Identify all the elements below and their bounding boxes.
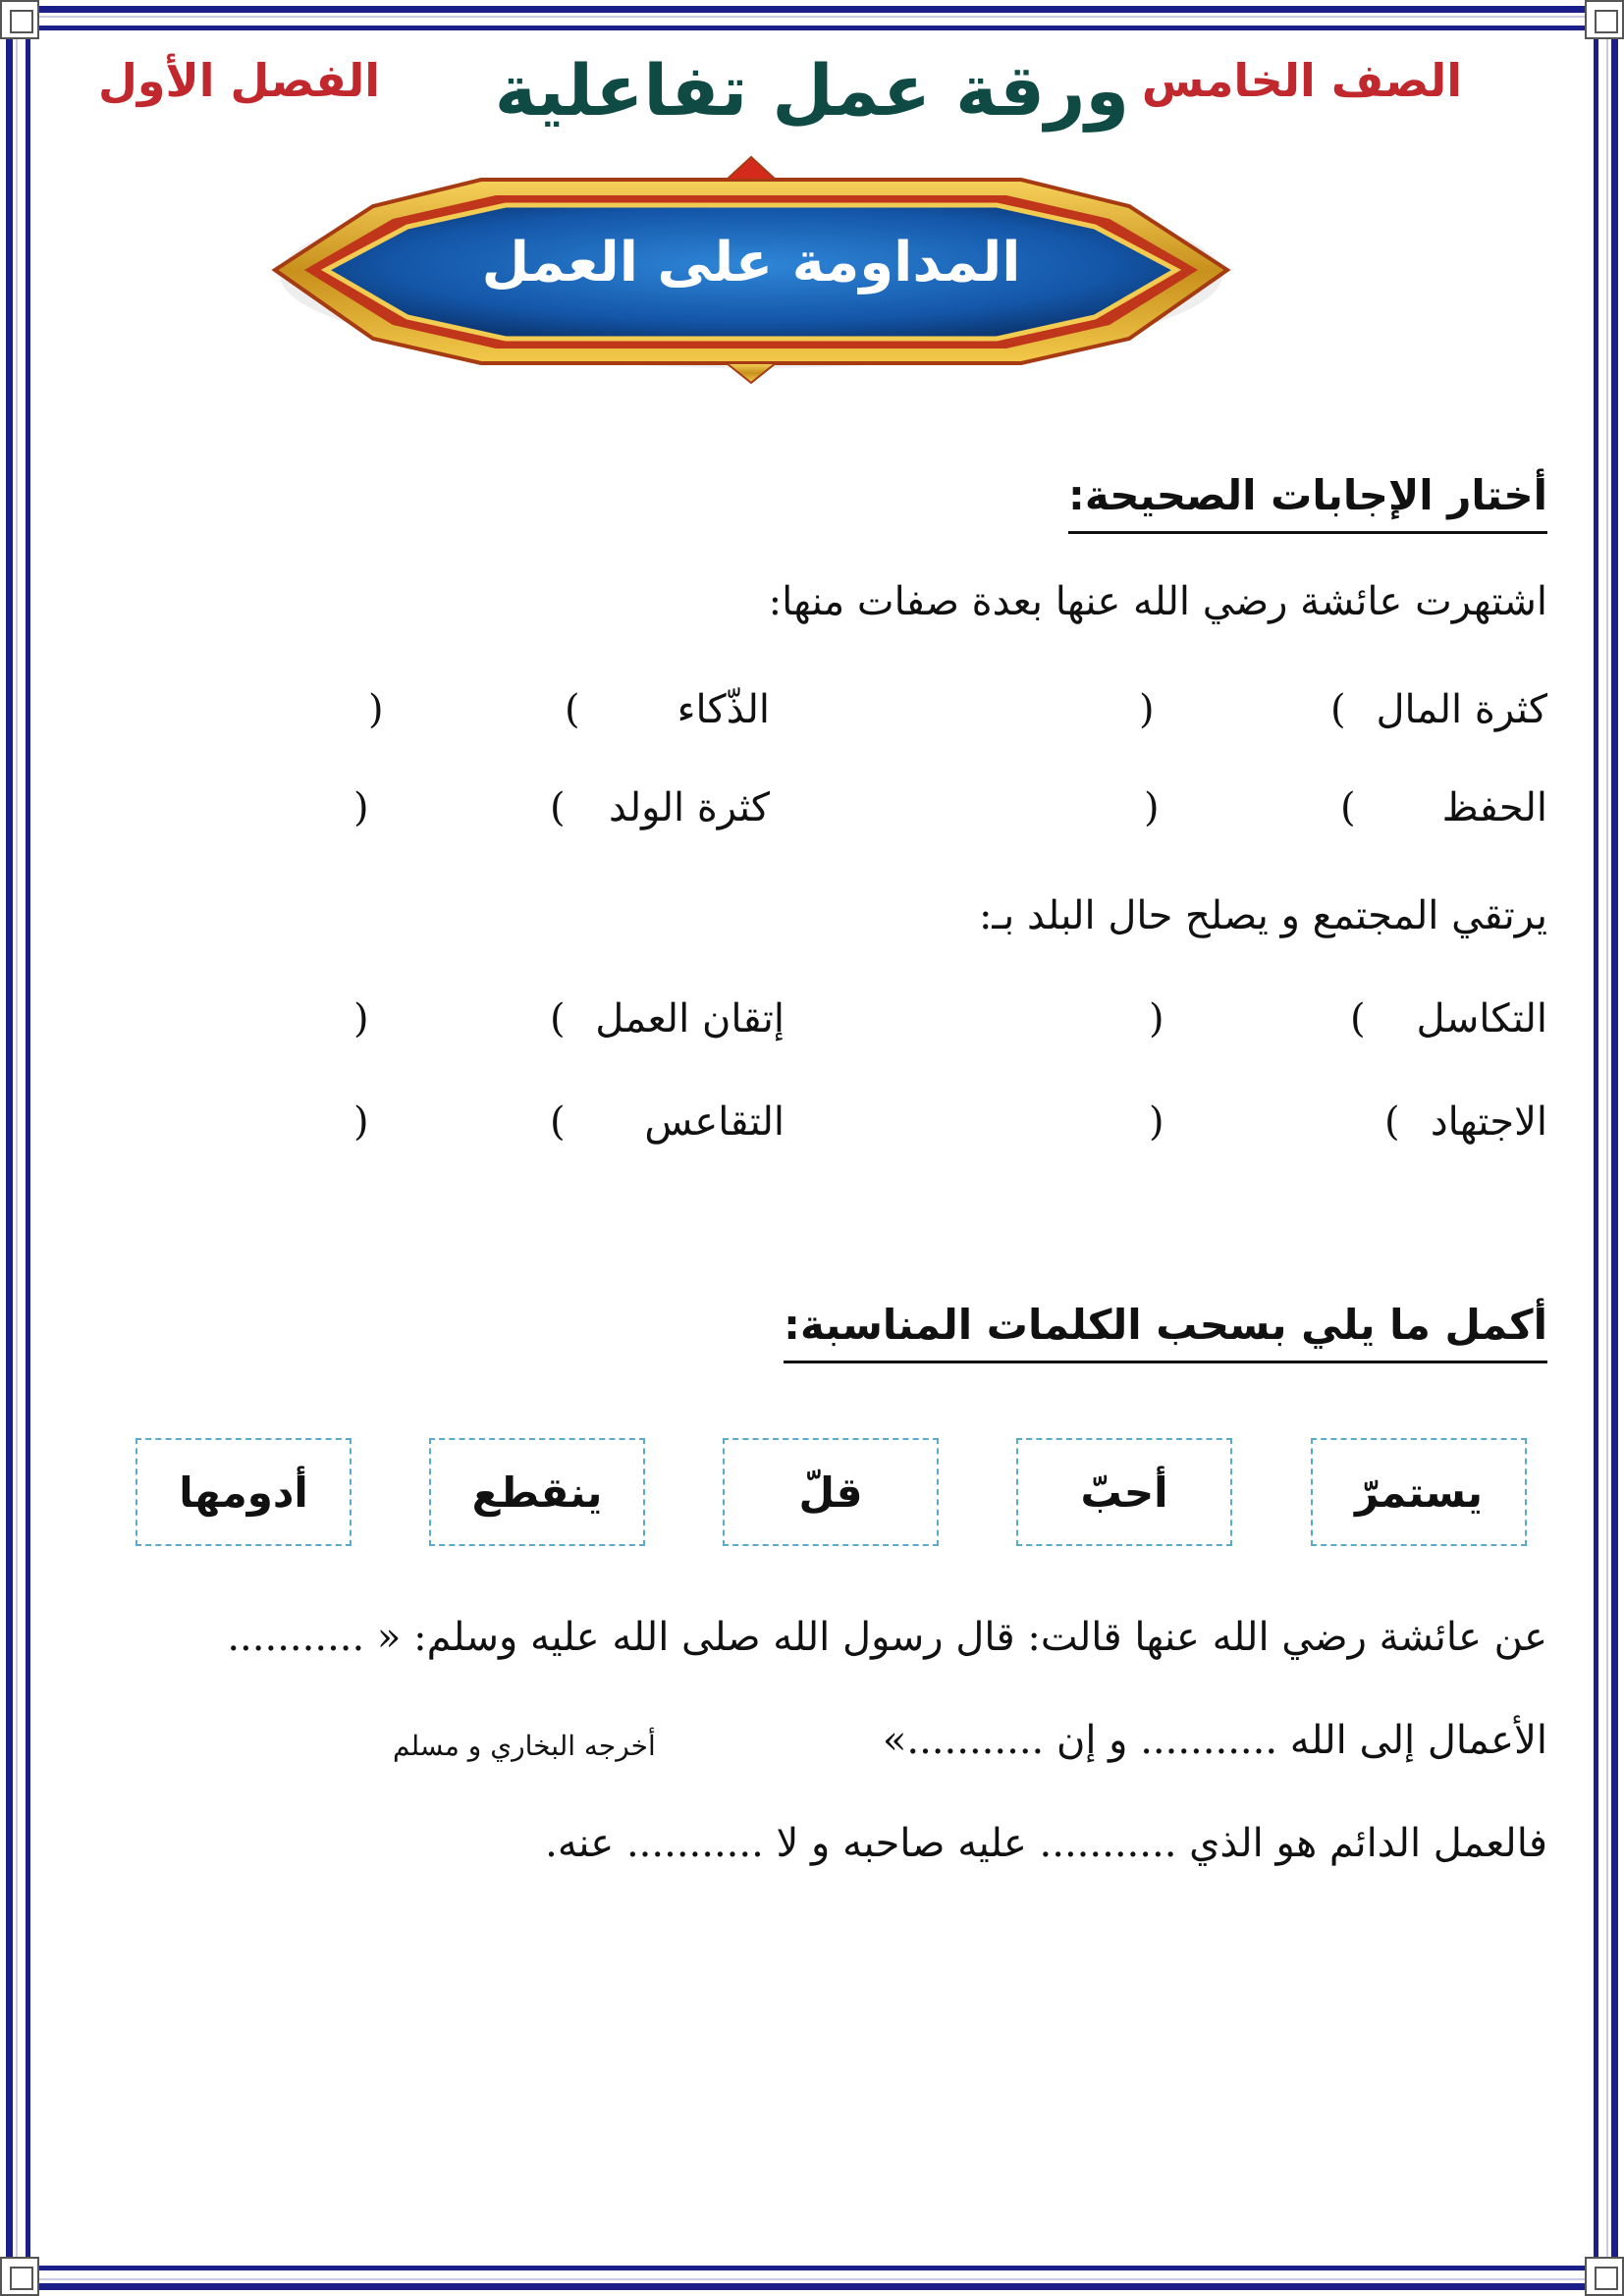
option-label: التقاعس <box>644 1099 785 1145</box>
answer-paren-open[interactable]: ( <box>550 996 566 1041</box>
corner-ornament <box>0 2257 39 2296</box>
answer-paren-close[interactable]: ) <box>1144 785 1160 830</box>
answer-paren-close[interactable]: ) <box>1149 996 1164 1041</box>
worksheet-title: ورقة عمل تفاعلية <box>494 49 1130 132</box>
answer-paren-open[interactable]: ( <box>1350 996 1366 1041</box>
option-label: التكاسل <box>1416 996 1547 1041</box>
answer-paren-close[interactable]: ) <box>353 996 369 1041</box>
corner-ornament <box>0 0 39 39</box>
draggable-word[interactable]: يستمرّ <box>1311 1438 1527 1546</box>
section1-heading: أختار الإجابات الصحيحة: <box>1068 471 1547 534</box>
corner-ornament <box>1585 2257 1624 2296</box>
draggable-word[interactable]: قلّ <box>723 1438 939 1546</box>
hadith-source: أخرجه البخاري و مسلم <box>393 1730 656 1762</box>
option-label: كثرة الولد <box>608 785 770 830</box>
draggable-word[interactable]: ينقطع <box>429 1438 645 1546</box>
option-label: الحفظ <box>1441 785 1547 830</box>
option-label: الاجتهاد <box>1430 1099 1547 1145</box>
question1-prompt: اشتهرت عائشة رضي الله عنها بعدة صفات منها: <box>768 579 1547 624</box>
section2-heading: أكمل ما يلي بسحب الكلمات المناسبة: <box>784 1301 1547 1363</box>
answer-paren-open[interactable]: ( <box>565 687 580 732</box>
term-label: الفصل الأول <box>98 54 381 107</box>
option-label: إتقان العمل <box>595 996 785 1041</box>
draggable-word[interactable]: أحبّ <box>1016 1438 1232 1546</box>
option-label: كثرة المال <box>1376 687 1547 732</box>
corner-ornament <box>1585 0 1624 39</box>
answer-paren-open[interactable]: ( <box>1384 1099 1400 1145</box>
draggable-word[interactable]: أدومها <box>135 1438 352 1546</box>
answer-paren-open[interactable]: ( <box>550 785 566 830</box>
answer-paren-close[interactable]: ) <box>353 1099 369 1145</box>
explanation-line: فالعمل الدائم هو الذي ........... عليه صاحبه و لا ........... عنه. <box>545 1821 1547 1866</box>
answer-paren-open[interactable]: ( <box>1330 687 1346 732</box>
answer-paren-open[interactable]: ( <box>550 1099 566 1145</box>
answer-paren-open[interactable]: ( <box>1340 785 1356 830</box>
answer-paren-close[interactable]: ) <box>368 687 384 732</box>
banner-title: المداومة على العمل <box>481 231 1021 294</box>
answer-paren-close[interactable]: ) <box>353 785 369 830</box>
answer-paren-close[interactable]: ) <box>1139 687 1155 732</box>
question2-prompt: يرتقي المجتمع و يصلح حال البلد بـ: <box>978 893 1547 938</box>
grade-label: الصف الخامس <box>1141 54 1462 107</box>
hadith-line-1: عن عائشة رضي الله عنها قالت: قال رسول الله صلى الله عليه وسلم: « ........... <box>227 1615 1547 1660</box>
lesson-banner <box>265 152 1237 388</box>
hadith-line-2: الأعمال إلى الله ........... و إن ...........» <box>882 1718 1547 1763</box>
answer-paren-close[interactable]: ) <box>1149 1099 1164 1145</box>
option-label: الذّكاء <box>677 687 770 732</box>
